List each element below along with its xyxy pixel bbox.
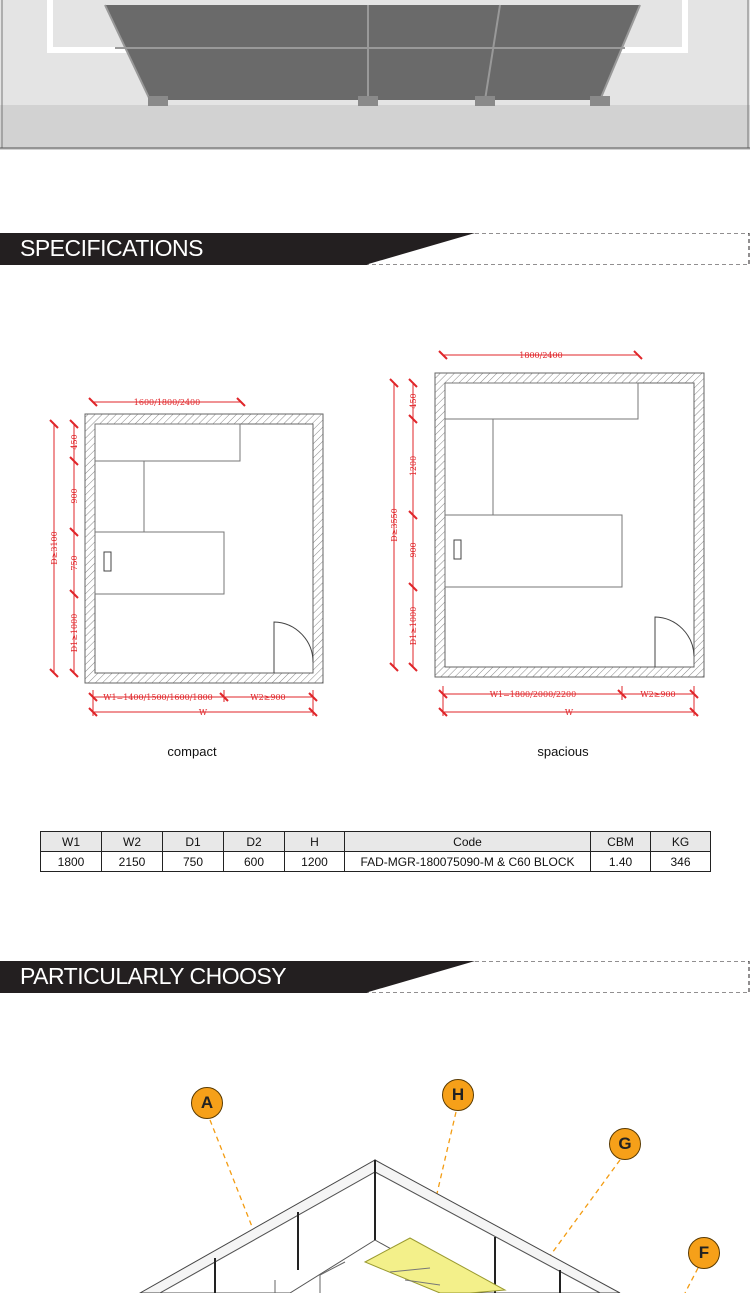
compact-dim-d1: D1≥1000 <box>70 613 79 653</box>
table-header: CBM <box>591 832 651 852</box>
table-cell: 346 <box>651 852 711 872</box>
floor-plans <box>0 340 750 730</box>
table-row <box>41 852 711 872</box>
table-cell: 1.40 <box>591 852 651 872</box>
callout-f: F <box>688 1237 720 1269</box>
compact-dim-top: 1600/1800/2400 <box>133 398 201 407</box>
spacious-dim-d: D≥3550 <box>390 508 399 542</box>
table-header: D1 <box>163 832 224 852</box>
compact-dim-w2: W2≥900 <box>250 693 286 702</box>
compact-dim-750: 750 <box>70 555 79 571</box>
table-cell: 2150 <box>102 852 163 872</box>
callout-a: A <box>191 1087 223 1119</box>
spacious-dim-w: W <box>564 708 574 717</box>
spacious-dim-w1: W1=1800/2000/2200 <box>489 690 577 699</box>
compact-caption: compact <box>167 744 217 759</box>
table-cell: 1200 <box>285 852 345 872</box>
specifications-banner <box>0 233 750 265</box>
product-photo <box>0 0 750 150</box>
table-header-row <box>41 832 711 852</box>
spacious-dim-top: 1800/2400 <box>519 351 563 360</box>
spacious-plan <box>390 351 704 717</box>
table-cell: 750 <box>163 852 224 872</box>
spacious-dim-w2: W2≥900 <box>640 690 676 699</box>
table-header: KG <box>651 832 711 852</box>
section-title-specifications: SPECIFICATIONS <box>20 235 203 261</box>
table-header: D2 <box>224 832 285 852</box>
table-header: W2 <box>102 832 163 852</box>
callout-g: G <box>609 1128 641 1160</box>
compact-dim-900: 900 <box>70 488 79 504</box>
spacious-dim-450: 450 <box>409 393 418 409</box>
compact-dim-w1: W1=1400/1500/1600/1800 <box>103 693 213 702</box>
compact-dim-d: D≥3100 <box>50 531 59 565</box>
compact-dim-w: W <box>198 708 208 717</box>
spacious-dim-900: 900 <box>409 542 418 558</box>
table-header: Code <box>345 832 591 852</box>
table-cell: FAD-MGR-180075090-M & C60 BLOCK <box>345 852 591 872</box>
table-cell: 600 <box>224 852 285 872</box>
spacious-dim-1200: 1200 <box>409 455 418 477</box>
section-title-particularly-choosy: PARTICULARLY CHOOSY <box>20 963 287 989</box>
spacious-caption: spacious <box>537 744 589 759</box>
spacious-dim-d1: D1≥1000 <box>409 606 418 646</box>
compact-plan <box>50 398 323 717</box>
callout-h: H <box>442 1079 474 1111</box>
table-header: H <box>285 832 345 852</box>
workstation-illustration <box>0 1060 750 1293</box>
table-header: W1 <box>41 832 102 852</box>
particularly-choosy-banner <box>0 961 750 993</box>
specs-table <box>40 831 711 872</box>
table-cell: 1800 <box>41 852 102 872</box>
compact-dim-450: 450 <box>70 434 79 450</box>
